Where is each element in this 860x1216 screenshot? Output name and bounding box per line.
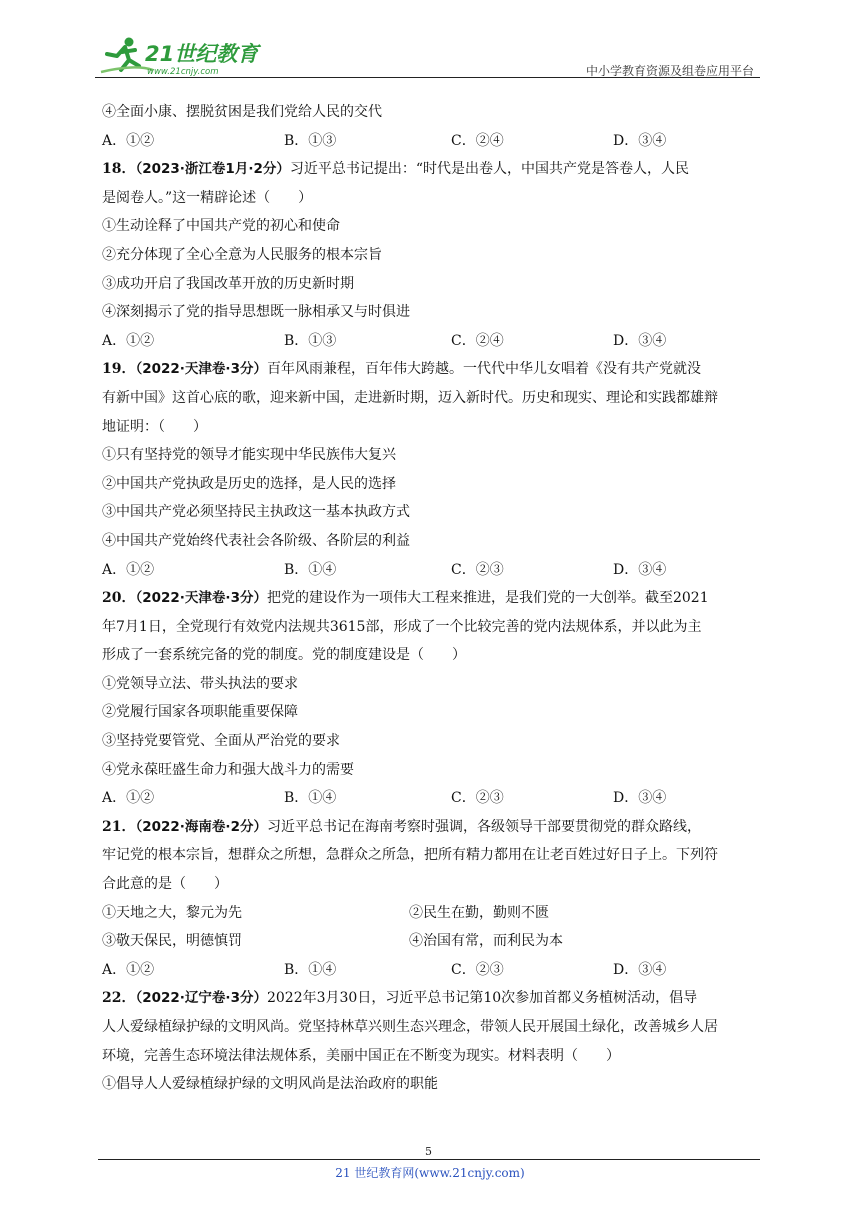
question-number: 21． [102,818,136,835]
question-21 [102,813,762,842]
statement: ②充分体现了全心全意为人民服务的根本宗旨 [102,246,382,263]
question-text: 人人爱绿植绿护绿的文明风尚。党坚持林草兴则生态兴理念，带领人民开展国土绿化，改善城乡人居 [102,1019,718,1035]
choice-b[interactable]: B．①④ [284,561,337,578]
statement: ④中国共产党始终代表社会各阶级、各阶层的利益 [102,532,410,549]
statement: ③中国共产党必须坚持民主执政这一基本执政方式 [102,504,410,521]
choice-c[interactable]: C．②③ [451,790,504,807]
platform-name: 中小学教育资源及组卷应用平台 [585,64,754,78]
statement: ④深刻揭示了党的指导思想既一脉相承又与时俱进 [102,304,410,321]
svg-text:www.21cnjy.com: www.21cnjy.com [147,67,219,77]
question-source: （2022·辽宁卷·3分） [135,990,267,1007]
answer-choices [102,556,762,585]
question-text: 牢记党的根本宗旨，想群众之所想，急群众之所急，把所有精力都用在让老百姓过好日子上。下列符 [102,847,718,864]
choice-a[interactable]: A．①② [102,132,155,149]
question-text: 习近平总书记在海南考察时强调，各级领导干部要贯彻党的群众路线， [266,818,701,835]
question-text: 是阅卷人。”这一精辟论述（ ） [102,189,313,206]
choice-c[interactable]: C．②③ [451,961,504,978]
question-22 [102,984,762,1013]
question-text: 把党的建设作为一项伟大工程来推进，是我们党的一大创举。截至2021 [266,590,709,607]
statement-row [102,899,762,928]
statement: ②民生在勤，勤则不匮 [409,904,549,921]
statement: ②党履行国家各项职能重要保障 [102,704,298,721]
choice-d[interactable]: D．③④ [613,332,667,349]
choice-c[interactable]: C．②④ [451,132,504,149]
statement: ④全面小康、摆脱贫困是我们党给人民的交代 [102,104,382,120]
question-20 [102,584,762,613]
question-source: （2022·天津卷·3分） [135,590,267,607]
choice-b[interactable]: B．①④ [284,961,337,978]
footer-site-link[interactable]: 21 世纪教育网(www.21cnjy.com) [335,1166,525,1180]
statement: ①党领导立法、带头执法的要求 [102,675,298,692]
choice-b[interactable]: B．①③ [284,132,337,149]
answer-choices [102,327,762,356]
statement: ①生动诠释了中国共产党的初心和使命 [102,218,340,235]
statement: ③坚持党要管党、全面从严治党的要求 [102,733,340,750]
statement: ③成功开启了我国改革开放的历史新时期 [102,275,354,292]
choice-d[interactable]: D．③④ [613,790,667,807]
question-number: 20． [102,590,136,607]
page-header [95,30,760,78]
choice-c[interactable]: C．②③ [451,561,504,578]
choice-a[interactable]: A．①② [102,790,155,807]
statement: ①天地之大，黎元为先 [102,904,242,921]
choice-d[interactable]: D．③④ [613,132,667,149]
statement: ①倡导人人爱绿植绿护绿的文明风尚是法治政府的职能 [102,1076,438,1093]
choice-b[interactable]: B．①④ [284,790,337,807]
choice-c[interactable]: C．②④ [451,332,504,349]
question-source: （2022·天津卷·3分） [135,361,267,378]
question-text: 形成了一套系统完备的党的制度。党的制度建设是（ ） [102,647,466,664]
answer-choices [102,956,762,985]
question-text: 2022年3月30日，习近平总书记第10次参加首都义务植树活动，倡导 [266,990,698,1007]
header-divider [95,77,760,78]
question-source: （2023·浙江卷1月·2分） [135,161,290,178]
question-text: 有新中国》这首心底的歌，迎来新中国，走进新时期，迈入新时代。历史和现实、理论和实践都雄辩 [102,389,718,406]
choice-d[interactable]: D．③④ [613,561,667,578]
page-number: 5 [425,1145,432,1158]
question-text: 习近平总书记提出：“时代是出卷人，中国共产党是答卷人，人民 [289,161,690,178]
site-logo [95,34,265,78]
question-number: 22． [102,990,136,1007]
choice-a[interactable]: A．①② [102,332,155,349]
question-text: 合此意的是（ ） [102,876,228,893]
answer-choices [102,127,762,156]
statement: ④治国有常，而利民为本 [409,933,563,950]
statement: ②中国共产党执政是历史的选择，是人民的选择 [102,475,396,492]
question-text: 百年风雨兼程，百年伟大跨越。一代代中华儿女唱着《没有共产党就没 [266,361,701,378]
question-text: 环境，完善生态环境法律法规体系，美丽中国正在不断变为现实。材料表明（ ） [102,1047,620,1064]
answer-choices [102,784,762,813]
statement: ①只有坚持党的领导才能实现中华民族伟大复兴 [102,447,396,464]
question-18 [102,155,762,184]
footer-divider [98,1159,760,1160]
statement-row [102,927,762,956]
question-number: 18． [102,161,136,178]
question-list [102,98,762,1099]
question-text: 地证明：（ ） [102,418,207,435]
choice-a[interactable]: A．①② [102,961,155,978]
choice-a[interactable]: A．①② [102,561,155,578]
question-19 [102,355,762,384]
choice-d[interactable]: D．③④ [613,961,667,978]
statement: ④党永葆旺盛生命力和强大战斗力的需要 [102,761,354,778]
question-source: （2022·海南卷·2分） [135,818,267,835]
choice-b[interactable]: B．①③ [284,332,337,349]
question-number: 19． [102,361,136,378]
svg-text:21世纪教育: 21世纪教育 [145,42,259,66]
question-text: 年7月1日，全党现行有效党内法规共3615部，形成了一个比较完善的党内法规体系，并以此为主 [102,618,702,635]
statement: ③敬天保民，明德慎罚 [102,933,242,950]
